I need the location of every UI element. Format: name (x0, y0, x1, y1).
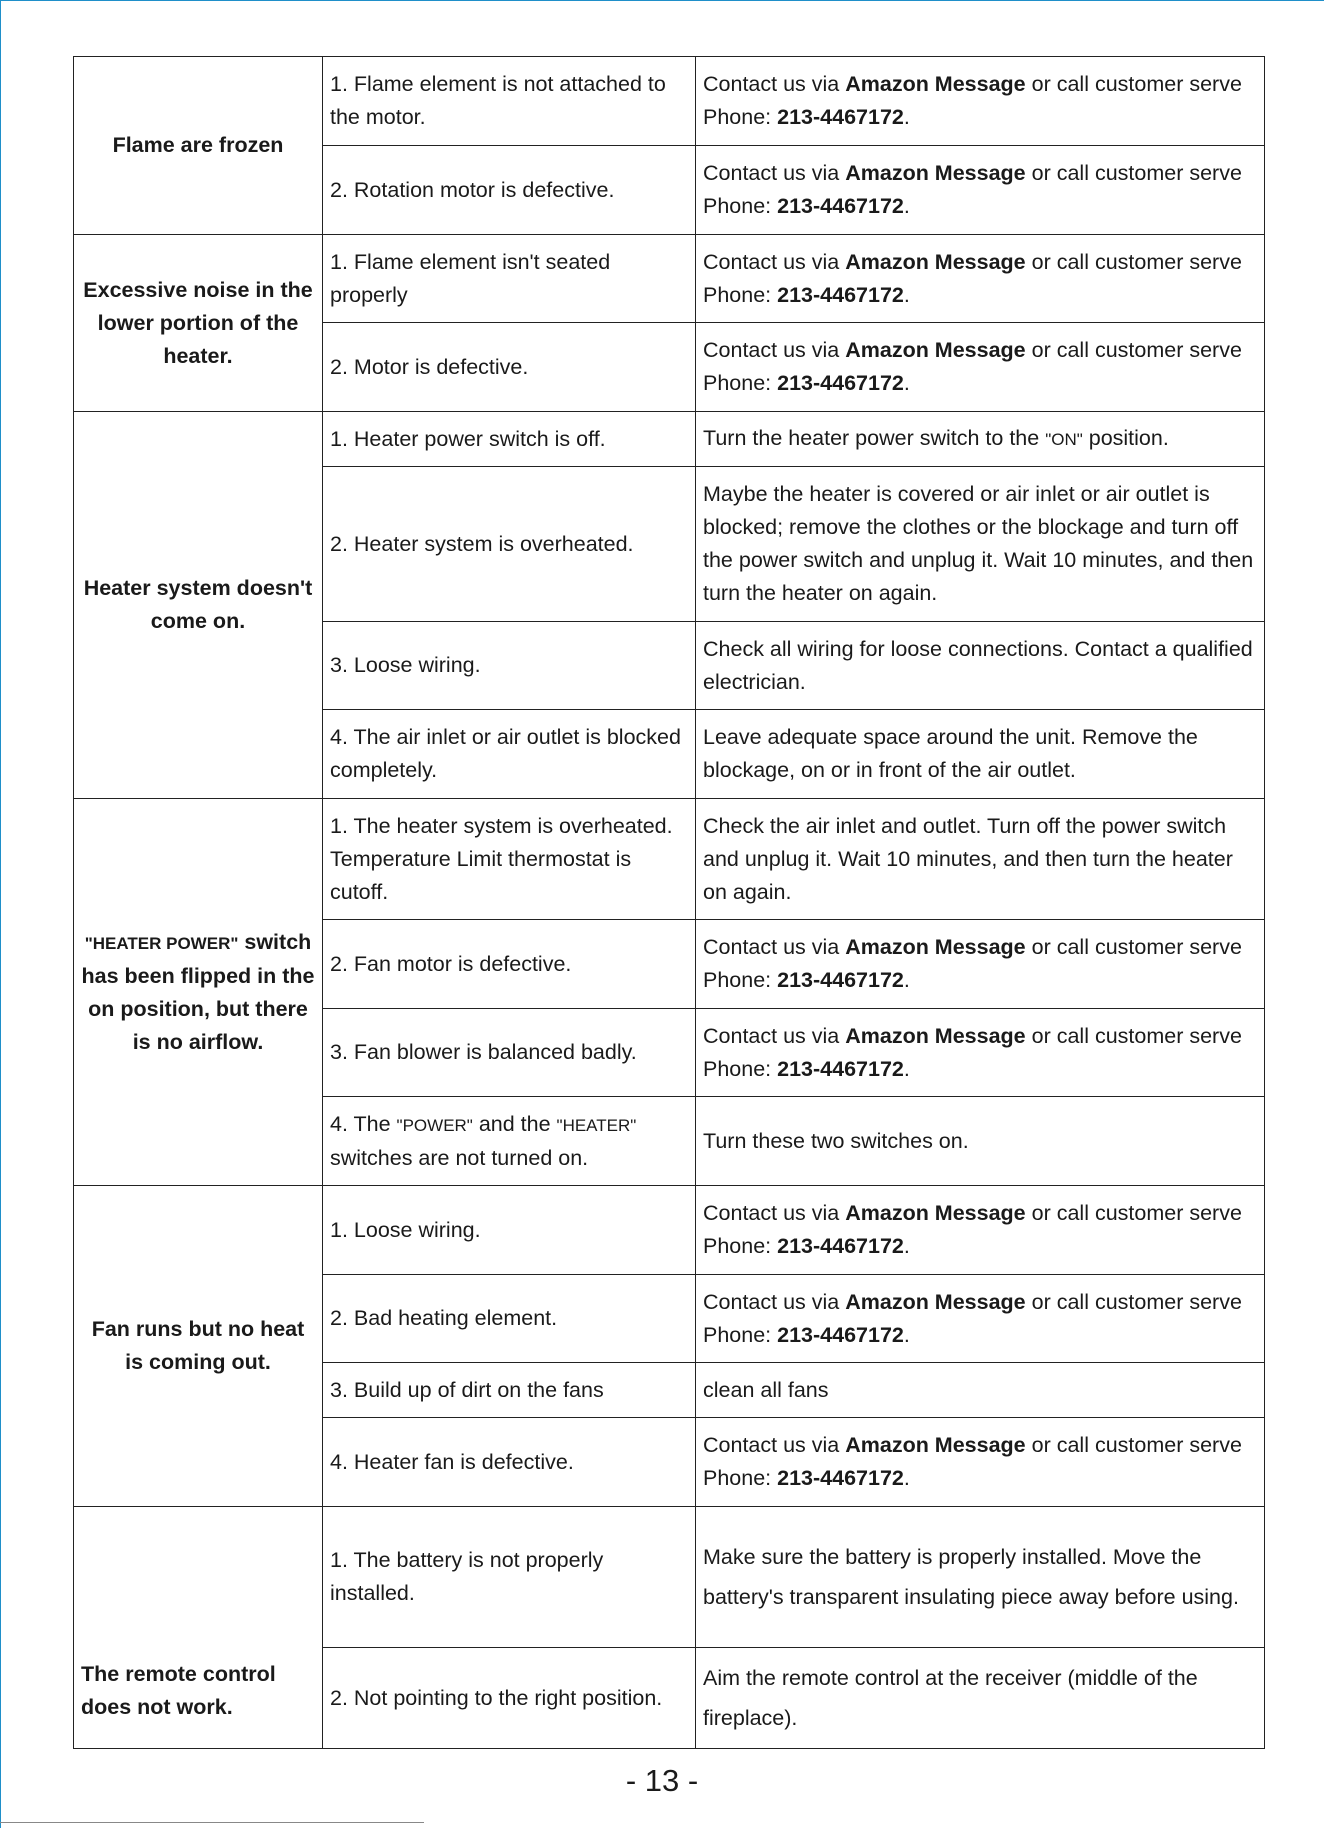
problem-cell: Excessive noise in the lower portion of the heater. (74, 235, 323, 412)
problem-cell: The remote control does not work. (74, 1507, 323, 1749)
bottom-rule (0, 1822, 424, 1823)
cause-cell: 1. Loose wiring. (323, 1186, 696, 1275)
corner-line-top (0, 0, 1324, 1)
remedy-cell: clean all fans (696, 1363, 1265, 1418)
troubleshooting-table (73, 56, 1265, 1749)
problem-cell: "HEATER POWER" switch has been flipped in the on position, but there is no airflow. (74, 799, 323, 1186)
remedy-cell: Contact us via Amazon Message or call customer serve Phone: 213-4467172. (696, 323, 1265, 412)
cause-cell: 2. Heater system is overheated. (323, 467, 696, 622)
remedy-cell: Turn the heater power switch to the "ON" position. (696, 412, 1265, 467)
cause-cell: 1. The heater system is overheated. Temperature Limit thermostat is cutoff. (323, 799, 696, 920)
problem-cell: Fan runs but no heat is coming out. (74, 1186, 323, 1507)
remedy-cell: Make sure the battery is properly installed. Move the battery's transparent insulating piece away before using. (696, 1507, 1265, 1648)
remedy-cell: Contact us via Amazon Message or call customer serve Phone: 213-4467172. (696, 920, 1265, 1009)
page-number: - 13 - (625, 1763, 699, 1798)
cause-cell: 3. Fan blower is balanced badly. (323, 1009, 696, 1097)
remedy-cell: Leave adequate space around the unit. Remove the blockage, on or in front of the air outlet. (696, 710, 1265, 799)
cause-cell: 1. The battery is not properly installed. (323, 1507, 696, 1648)
table-row (74, 1507, 1265, 1648)
table-row (74, 235, 1265, 323)
cause-cell: 3. Build up of dirt on the fans (323, 1363, 696, 1418)
cause-cell: 3. Loose wiring. (323, 622, 696, 710)
remedy-cell: Turn these two switches on. (696, 1097, 1265, 1186)
remedy-cell: Maybe the heater is covered or air inlet or air outlet is blocked; remove the clothes or the blockage and turn off the power switch and unplug it. Wait 10 minutes, and then turn the heater on again. (696, 467, 1265, 622)
problem-cell: Heater system doesn't come on. (74, 412, 323, 799)
cause-cell: 1. Heater power switch is off. (323, 412, 696, 467)
remedy-cell: Aim the remote control at the receiver (middle of the fireplace). (696, 1648, 1265, 1749)
table-row (74, 412, 1265, 467)
table-row (74, 1186, 1265, 1275)
table-row (74, 57, 1265, 146)
cause-cell: 2. Not pointing to the right position. (323, 1648, 696, 1749)
cause-cell: 2. Motor is defective. (323, 323, 696, 412)
remedy-cell: Contact us via Amazon Message or call customer serve Phone: 213-4467172. (696, 57, 1265, 146)
problem-cell: Flame are frozen (74, 57, 323, 235)
remedy-cell: Contact us via Amazon Message or call customer serve Phone: 213-4467172. (696, 1418, 1265, 1507)
remedy-cell: Contact us via Amazon Message or call customer serve Phone: 213-4467172. (696, 146, 1265, 235)
cause-cell: 1. Flame element isn't seated properly (323, 235, 696, 323)
remedy-cell: Contact us via Amazon Message or call customer serve Phone: 213-4467172. (696, 235, 1265, 323)
corner-line-left (0, 0, 1, 1828)
cause-cell: 2. Rotation motor is defective. (323, 146, 696, 235)
cause-cell: 4. The air inlet or air outlet is blocked completely. (323, 710, 696, 799)
remedy-cell: Contact us via Amazon Message or call customer serve Phone: 213-4467172. (696, 1009, 1265, 1097)
cause-cell: 4. Heater fan is defective. (323, 1418, 696, 1507)
cause-cell: 2. Bad heating element. (323, 1275, 696, 1363)
cause-cell: 4. The "POWER" and the "HEATER" switches are not turned on. (323, 1097, 696, 1186)
remedy-cell: Check all wiring for loose connections. Contact a qualified electrician. (696, 622, 1265, 710)
remedy-cell: Contact us via Amazon Message or call customer serve Phone: 213-4467172. (696, 1186, 1265, 1275)
cause-cell: 2. Fan motor is defective. (323, 920, 696, 1009)
remedy-cell: Check the air inlet and outlet. Turn off the power switch and unplug it. Wait 10 minutes, and then turn the heater on again. (696, 799, 1265, 920)
table-row (74, 799, 1265, 920)
remedy-cell: Contact us via Amazon Message or call customer serve Phone: 213-4467172. (696, 1275, 1265, 1363)
cause-cell: 1. Flame element is not attached to the motor. (323, 57, 696, 146)
